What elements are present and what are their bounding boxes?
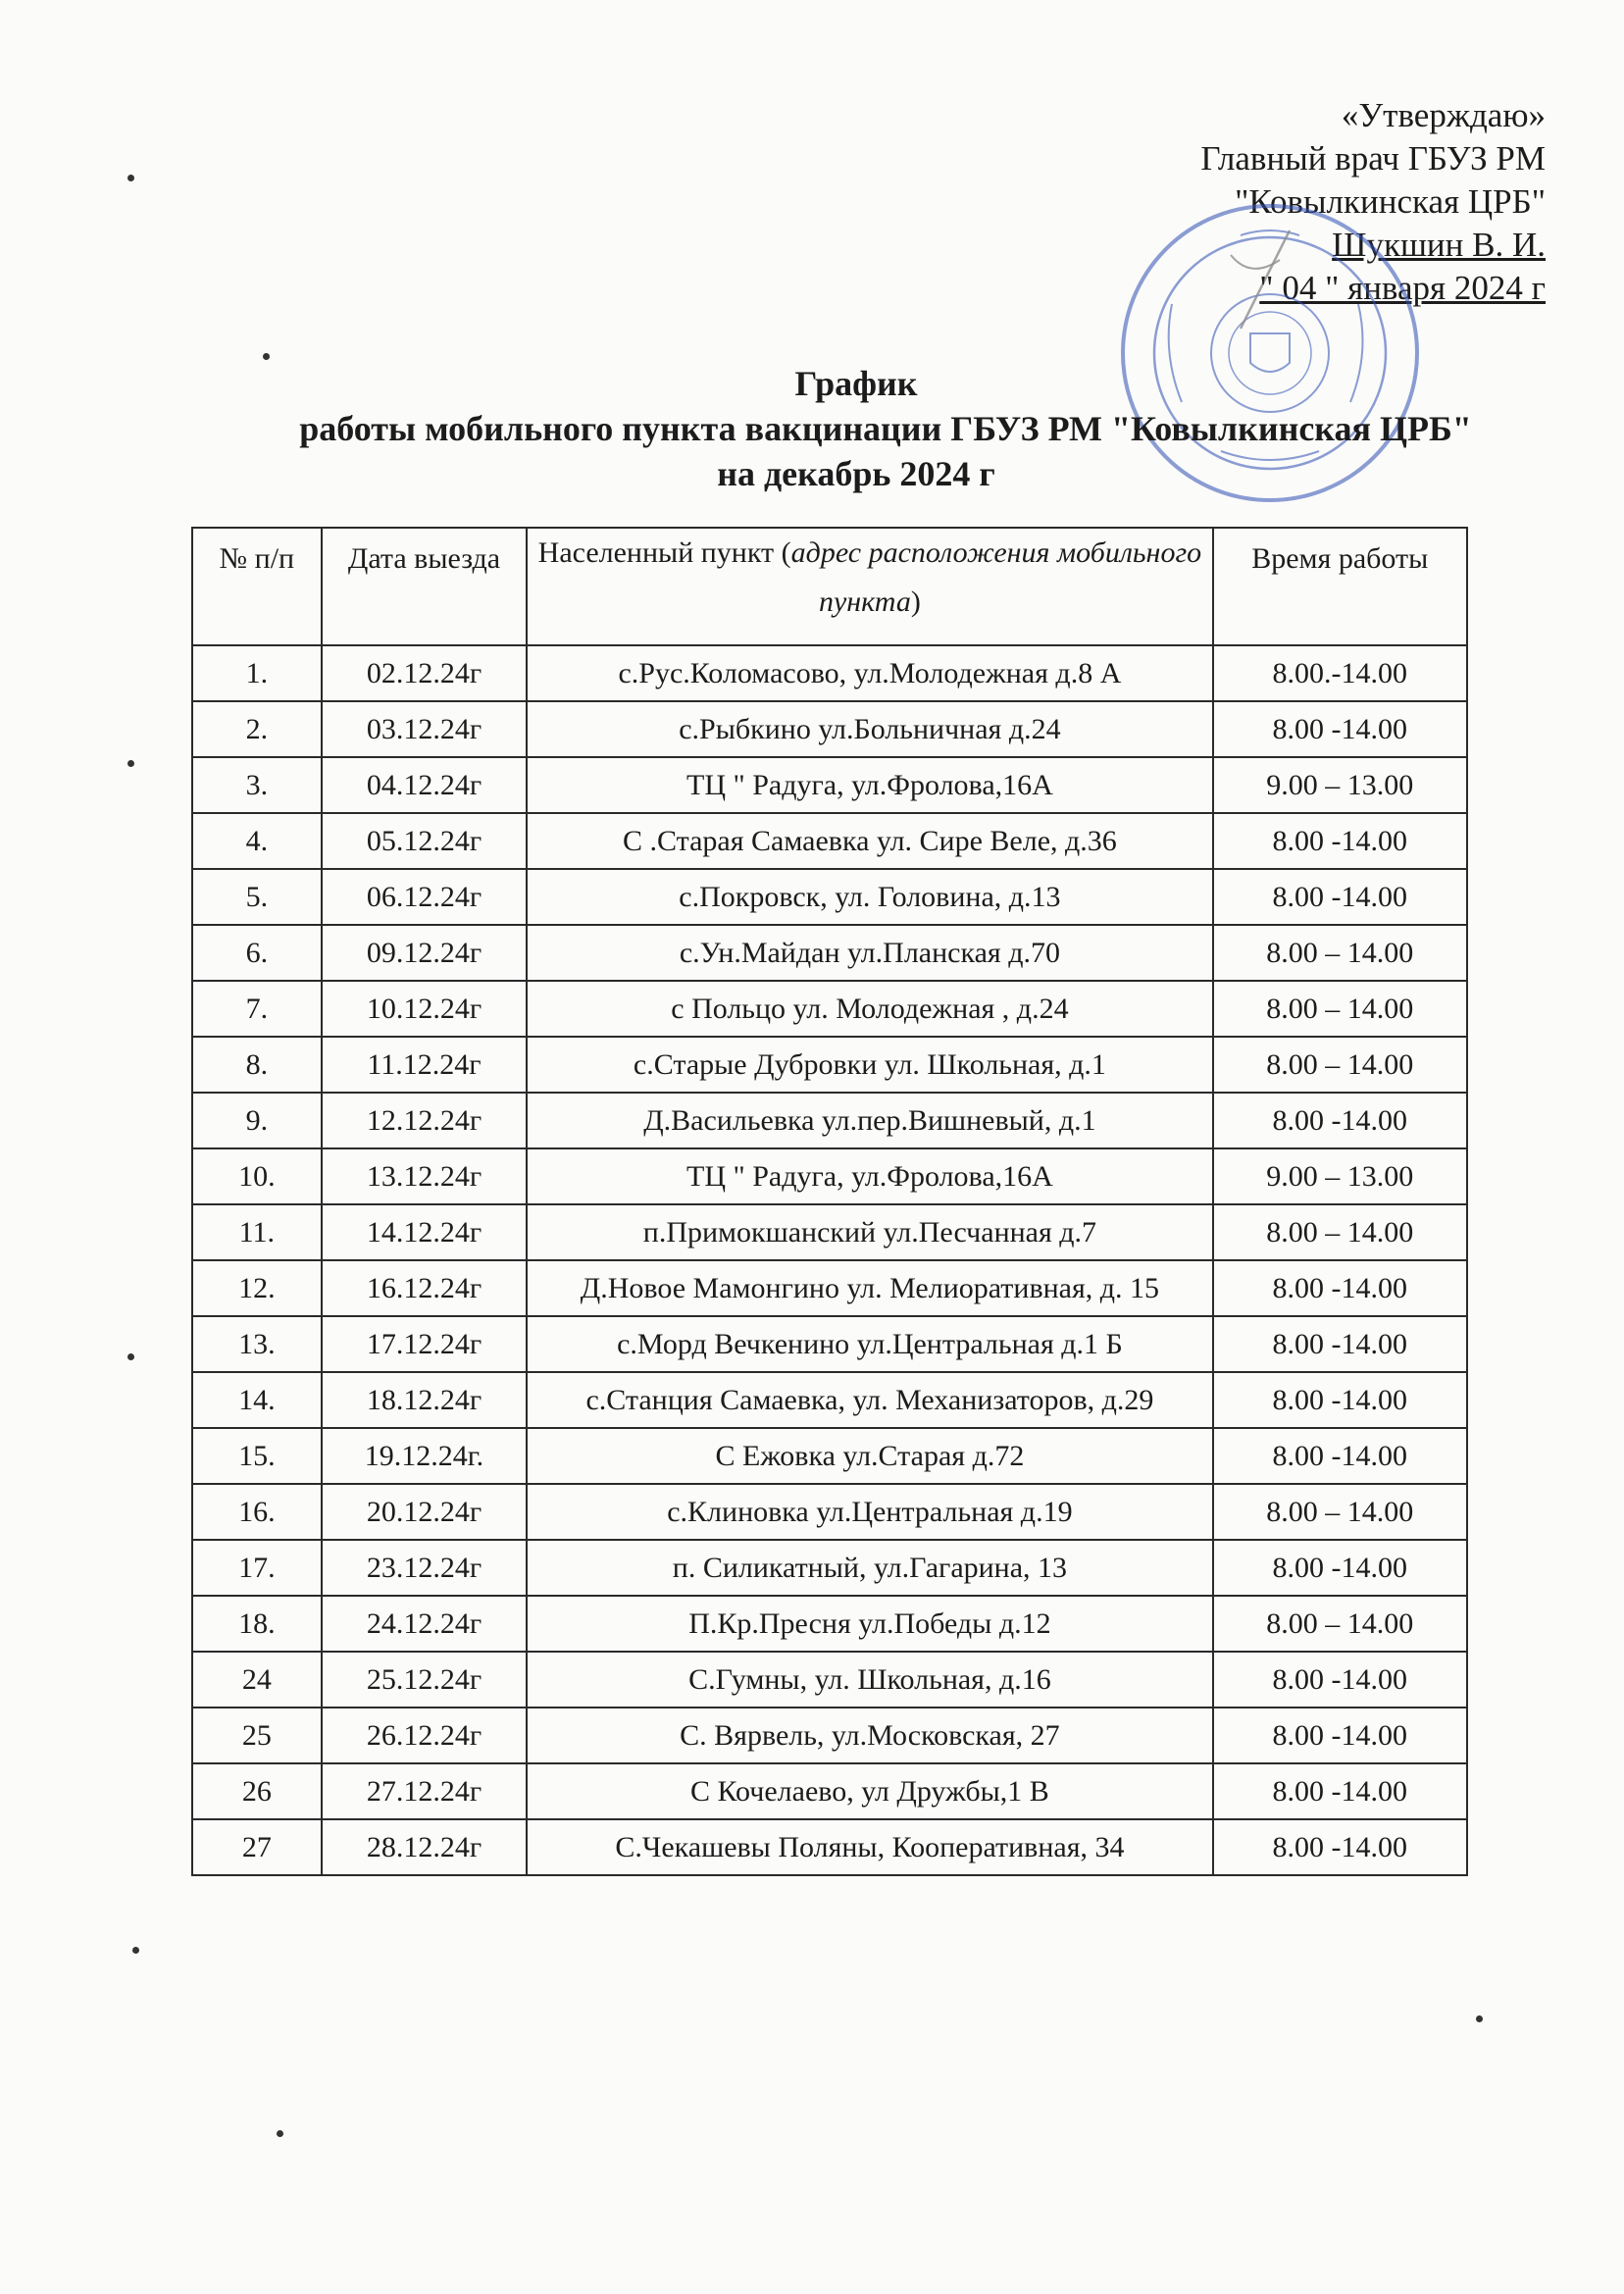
cell-num: 17. xyxy=(192,1540,322,1596)
scan-speck xyxy=(127,760,134,767)
cell-num: 7. xyxy=(192,981,322,1037)
cell-location: Д.Васильевка ул.пер.Вишневый, д.1 xyxy=(527,1093,1212,1148)
cell-location: ТЦ " Радуга, ул.Фролова,16А xyxy=(527,757,1212,813)
cell-date: 10.12.24г xyxy=(322,981,528,1037)
table-row xyxy=(192,1540,1467,1596)
table-row xyxy=(192,1148,1467,1204)
organization-name: "Ковылкинская ЦРБ" xyxy=(1235,182,1546,221)
cell-location: с.Морд Вечкенино ул.Центральная д.1 Б xyxy=(527,1316,1212,1372)
cell-location: с.Ун.Майдан ул.Планская д.70 xyxy=(527,925,1212,981)
cell-date: 13.12.24г xyxy=(322,1148,528,1204)
cell-date: 09.12.24г xyxy=(322,925,528,981)
cell-hours: 8.00 -14.00 xyxy=(1213,1316,1467,1372)
cell-num: 14. xyxy=(192,1372,322,1428)
cell-date: 06.12.24г xyxy=(322,869,528,925)
table-row xyxy=(192,1596,1467,1652)
cell-hours: 8.00 -14.00 xyxy=(1213,701,1467,757)
approver-position: Главный врач ГБУЗ РМ xyxy=(1200,139,1546,178)
cell-date: 28.12.24г xyxy=(322,1819,528,1875)
cell-date: 14.12.24г xyxy=(322,1204,528,1260)
cell-location: С Кочелаево, ул Дружбы,1 В xyxy=(527,1763,1212,1819)
cell-hours: 8.00 -14.00 xyxy=(1213,1763,1467,1819)
header-location-main: Населенный пункт ( xyxy=(537,536,791,569)
cell-hours: 8.00 -14.00 xyxy=(1213,813,1467,869)
cell-location: с.Рус.Коломасово, ул.Молодежная д.8 А xyxy=(527,645,1212,701)
table-row xyxy=(192,1484,1467,1540)
table-row xyxy=(192,757,1467,813)
cell-location: П.Кр.Пресня ул.Победы д.12 xyxy=(527,1596,1212,1652)
cell-date: 12.12.24г xyxy=(322,1093,528,1148)
cell-num: 24 xyxy=(192,1652,322,1708)
cell-num: 9. xyxy=(192,1093,322,1148)
cell-num: 18. xyxy=(192,1596,322,1652)
header-location xyxy=(527,528,1212,645)
scan-speck xyxy=(132,1947,139,1954)
cell-date: 24.12.24г xyxy=(322,1596,528,1652)
cell-num: 13. xyxy=(192,1316,322,1372)
table-row xyxy=(192,701,1467,757)
cell-hours: 8.00 -14.00 xyxy=(1213,1372,1467,1428)
document-period: на декабрь 2024 г xyxy=(717,454,995,493)
table-row xyxy=(192,1093,1467,1148)
header-num: № п/п xyxy=(192,528,322,645)
schedule-table xyxy=(191,527,1468,1876)
cell-hours: 8.00 – 14.00 xyxy=(1213,1596,1467,1652)
table-row xyxy=(192,1037,1467,1093)
cell-hours: 8.00 -14.00 xyxy=(1213,1652,1467,1708)
scan-speck xyxy=(127,175,134,181)
table-row xyxy=(192,1763,1467,1819)
cell-date: 04.12.24г xyxy=(322,757,528,813)
cell-location: с Польцо ул. Молодежная , д.24 xyxy=(527,981,1212,1037)
table-row xyxy=(192,869,1467,925)
cell-num: 3. xyxy=(192,757,322,813)
header-date: Дата выезда xyxy=(322,528,528,645)
cell-date: 16.12.24г xyxy=(322,1260,528,1316)
cell-hours: 8.00 – 14.00 xyxy=(1213,1484,1467,1540)
cell-hours: 8.00 – 14.00 xyxy=(1213,1204,1467,1260)
cell-hours: 9.00 – 13.00 xyxy=(1213,757,1467,813)
approve-label: «Утверждаю» xyxy=(1341,96,1546,134)
approval-date: " 04 " января 2024 г xyxy=(1259,269,1546,307)
cell-hours: 8.00 – 14.00 xyxy=(1213,925,1467,981)
scan-speck xyxy=(127,1353,134,1360)
cell-hours: 8.00 -14.00 xyxy=(1213,1819,1467,1875)
cell-hours: 8.00 -14.00 xyxy=(1213,1708,1467,1763)
cell-num: 27 xyxy=(192,1819,322,1875)
table-row xyxy=(192,813,1467,869)
cell-hours: 8.00 -14.00 xyxy=(1213,1260,1467,1316)
cell-hours: 8.00 – 14.00 xyxy=(1213,981,1467,1037)
cell-date: 26.12.24г xyxy=(322,1708,528,1763)
cell-hours: 8.00 -14.00 xyxy=(1213,1540,1467,1596)
table-row xyxy=(192,1428,1467,1484)
cell-num: 4. xyxy=(192,813,322,869)
cell-hours: 8.00 – 14.00 xyxy=(1213,1037,1467,1093)
cell-date: 27.12.24г xyxy=(322,1763,528,1819)
cell-hours: 8.00.-14.00 xyxy=(1213,645,1467,701)
cell-location: с.Рыбкино ул.Больничная д.24 xyxy=(527,701,1212,757)
cell-num: 1. xyxy=(192,645,322,701)
cell-date: 20.12.24г xyxy=(322,1484,528,1540)
table-row xyxy=(192,925,1467,981)
cell-hours: 8.00 -14.00 xyxy=(1213,1428,1467,1484)
header-location-hint: адрес расположения мобильного пункта xyxy=(790,536,1202,618)
cell-num: 26 xyxy=(192,1763,322,1819)
cell-hours: 9.00 – 13.00 xyxy=(1213,1148,1467,1204)
cell-num: 12. xyxy=(192,1260,322,1316)
cell-date: 05.12.24г xyxy=(322,813,528,869)
cell-location: с.Станция Самаевка, ул. Механизаторов, д.29 xyxy=(527,1372,1212,1428)
cell-location: С.Чекашевы Поляны, Кооперативная, 34 xyxy=(527,1819,1212,1875)
document-heading xyxy=(0,361,1624,496)
cell-num: 2. xyxy=(192,701,322,757)
scan-speck xyxy=(277,2130,283,2137)
table-row xyxy=(192,1204,1467,1260)
cell-location: ТЦ " Радуга, ул.Фролова,16А xyxy=(527,1148,1212,1204)
cell-num: 11. xyxy=(192,1204,322,1260)
cell-num: 5. xyxy=(192,869,322,925)
scan-speck xyxy=(1476,2015,1483,2022)
cell-date: 19.12.24г. xyxy=(322,1428,528,1484)
cell-date: 02.12.24г xyxy=(322,645,528,701)
cell-num: 6. xyxy=(192,925,322,981)
document-title: График xyxy=(794,364,918,403)
cell-location: С .Старая Самаевка ул. Сире Веле, д.36 xyxy=(527,813,1212,869)
table-row xyxy=(192,1372,1467,1428)
table-row xyxy=(192,1652,1467,1708)
document-subtitle: работы мобильного пункта вакцинации ГБУЗ РМ "Ковылкинская ЦРБ" xyxy=(299,409,1472,448)
table-row xyxy=(192,1316,1467,1372)
header-row xyxy=(192,528,1467,645)
cell-location: С Ежовка ул.Старая д.72 xyxy=(527,1428,1212,1484)
cell-location: Д.Новое Мамонгино ул. Мелиоративная, д. 15 xyxy=(527,1260,1212,1316)
header-hours: Время работы xyxy=(1213,528,1467,645)
cell-date: 11.12.24г xyxy=(322,1037,528,1093)
cell-location: п. Силикатный, ул.Гагарина, 13 xyxy=(527,1540,1212,1596)
cell-location: С.Гумны, ул. Школьная, д.16 xyxy=(527,1652,1212,1708)
cell-num: 25 xyxy=(192,1708,322,1763)
cell-location: с.Покровск, ул. Головина, д.13 xyxy=(527,869,1212,925)
cell-date: 23.12.24г xyxy=(322,1540,528,1596)
scan-speck xyxy=(263,353,270,360)
cell-num: 10. xyxy=(192,1148,322,1204)
cell-num: 15. xyxy=(192,1428,322,1484)
cell-location: п.Примокшанский ул.Песчанная д.7 xyxy=(527,1204,1212,1260)
cell-location: С. Вярвель, ул.Московская, 27 xyxy=(527,1708,1212,1763)
table-row xyxy=(192,981,1467,1037)
cell-date: 03.12.24г xyxy=(322,701,528,757)
cell-num: 16. xyxy=(192,1484,322,1540)
header-location-close: ) xyxy=(910,586,921,618)
cell-date: 25.12.24г xyxy=(322,1652,528,1708)
table-row xyxy=(192,1260,1467,1316)
cell-hours: 8.00 -14.00 xyxy=(1213,1093,1467,1148)
cell-date: 18.12.24г xyxy=(322,1372,528,1428)
cell-location: с.Старые Дубровки ул. Школьная, д.1 xyxy=(527,1037,1212,1093)
cell-date: 17.12.24г xyxy=(322,1316,528,1372)
cell-num: 8. xyxy=(192,1037,322,1093)
signer-name: Шукшин В. И. xyxy=(1332,226,1546,264)
table-row xyxy=(192,645,1467,701)
cell-hours: 8.00 -14.00 xyxy=(1213,869,1467,925)
table-row xyxy=(192,1819,1467,1875)
table-row xyxy=(192,1708,1467,1763)
cell-location: с.Клиновка ул.Центральная д.19 xyxy=(527,1484,1212,1540)
